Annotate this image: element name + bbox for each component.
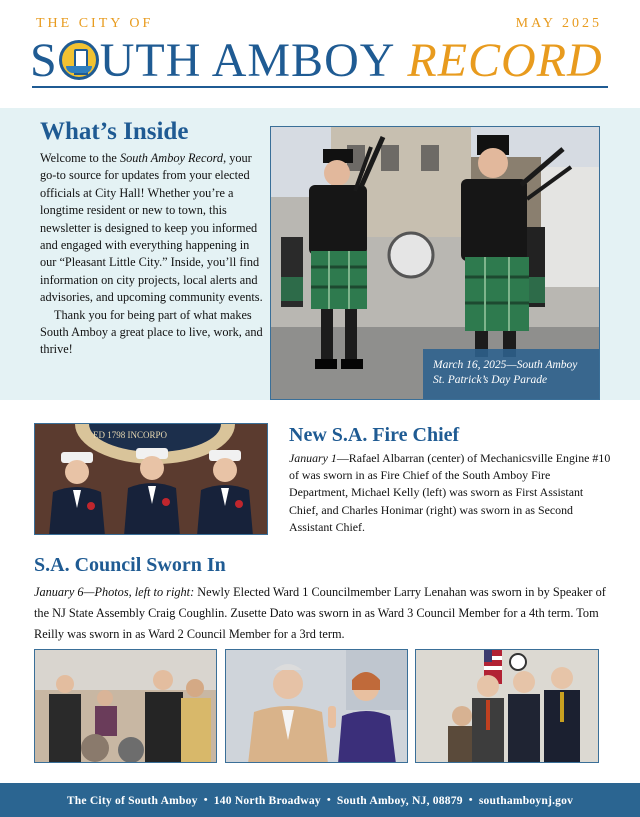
fire-chief-heading: New S.A. Fire Chief — [289, 424, 460, 446]
council-photo-dato-illustration — [226, 650, 408, 763]
footer — [0, 783, 640, 817]
footer-city-name: The City of South Amboy — [66, 793, 198, 807]
council-photo-intro: January 6—Photos, left to right: — [34, 585, 195, 599]
parade-caption-line2: St. Patrick’s Day Parade — [433, 374, 548, 386]
parade-photo — [270, 126, 600, 400]
parade-caption — [423, 349, 599, 399]
council-text: Newly Elected Ward 1 Councilmember Larry Lenahan was sworn in by Speaker of the NJ State Assembly Craig Coughlin. Zusette Dato was sworn in as Ward 3 Council Member for a 4th term. Tom Reilly was sworn in as Ward 2 Council Member for a 3rd term. — [34, 585, 606, 641]
council-heading: S.A. Council Sworn In — [34, 554, 226, 576]
welcome-paragraph — [40, 150, 266, 307]
footer-website-link[interactable]: southamboynj.gov — [478, 793, 574, 807]
fire-chief-body — [289, 450, 611, 536]
thanks-paragraph: Thank you for being part of what makes South Amboy a great place to live, work, and thrive! — [40, 307, 263, 357]
fire-chiefs-illustration — [35, 424, 268, 535]
council-photo-lenahan-illustration — [35, 650, 217, 763]
council-photo-reilly — [415, 649, 599, 763]
footer-address: 140 North Broadway — [213, 793, 321, 807]
fire-chief-date: January 1 — [289, 451, 337, 465]
welcome-text: , your go-to source for updates from your elected officials at City Hall! Whether you’re a longtime resident or new to town, this newsletter is designed to keep you informed and engaged with everything happening in our “Pleasant Little City.” Inside, you’ll find information on city projects, local alerts and advisories, and upcoming community events. — [40, 151, 263, 305]
masthead-kicker: THE CITY OF — [36, 16, 154, 31]
masthead — [0, 0, 640, 108]
parade-caption-line1: March 16, 2025—South Amboy — [433, 359, 578, 371]
footer-separator: • — [468, 794, 473, 806]
footer-city-state-zip: South Amboy, NJ, 08879 — [336, 793, 463, 807]
whats-inside-heading: What’s Inside — [40, 118, 189, 145]
title-first-letter: S — [30, 33, 58, 87]
footer-separator: • — [326, 794, 331, 806]
issue-date: MAY 2025 — [515, 16, 602, 31]
council-photo-lenahan — [34, 649, 217, 763]
fire-chiefs-photo — [34, 423, 268, 535]
council-body — [34, 582, 612, 645]
plaque-text: ED 1798 INCORPO — [93, 430, 168, 440]
welcome-prefix: Welcome to the — [40, 151, 120, 165]
whats-inside-body — [40, 150, 266, 359]
council-photo-dato — [225, 649, 408, 763]
title-city-name: UTH AMBOY — [99, 33, 396, 87]
newsletter-name: South Amboy Record — [119, 151, 224, 165]
council-photo-reilly-illustration — [416, 650, 599, 763]
city-seal-icon — [59, 40, 99, 80]
newsletter-title — [30, 34, 603, 86]
fire-chief-text: —Rafael Albarran (center) of Mechanicsville Engine #10 of was sworn in as Fire Chief of the South Amboy Fire Department, Michael Kelly (left) was sworn as First Assistant Chief, and Charles Honimar (right) was sworn in as Second Assistant Chief. — [289, 451, 611, 534]
footer-separator: • — [203, 794, 208, 806]
title-record: RECORD — [407, 33, 603, 87]
masthead-divider — [32, 86, 608, 88]
